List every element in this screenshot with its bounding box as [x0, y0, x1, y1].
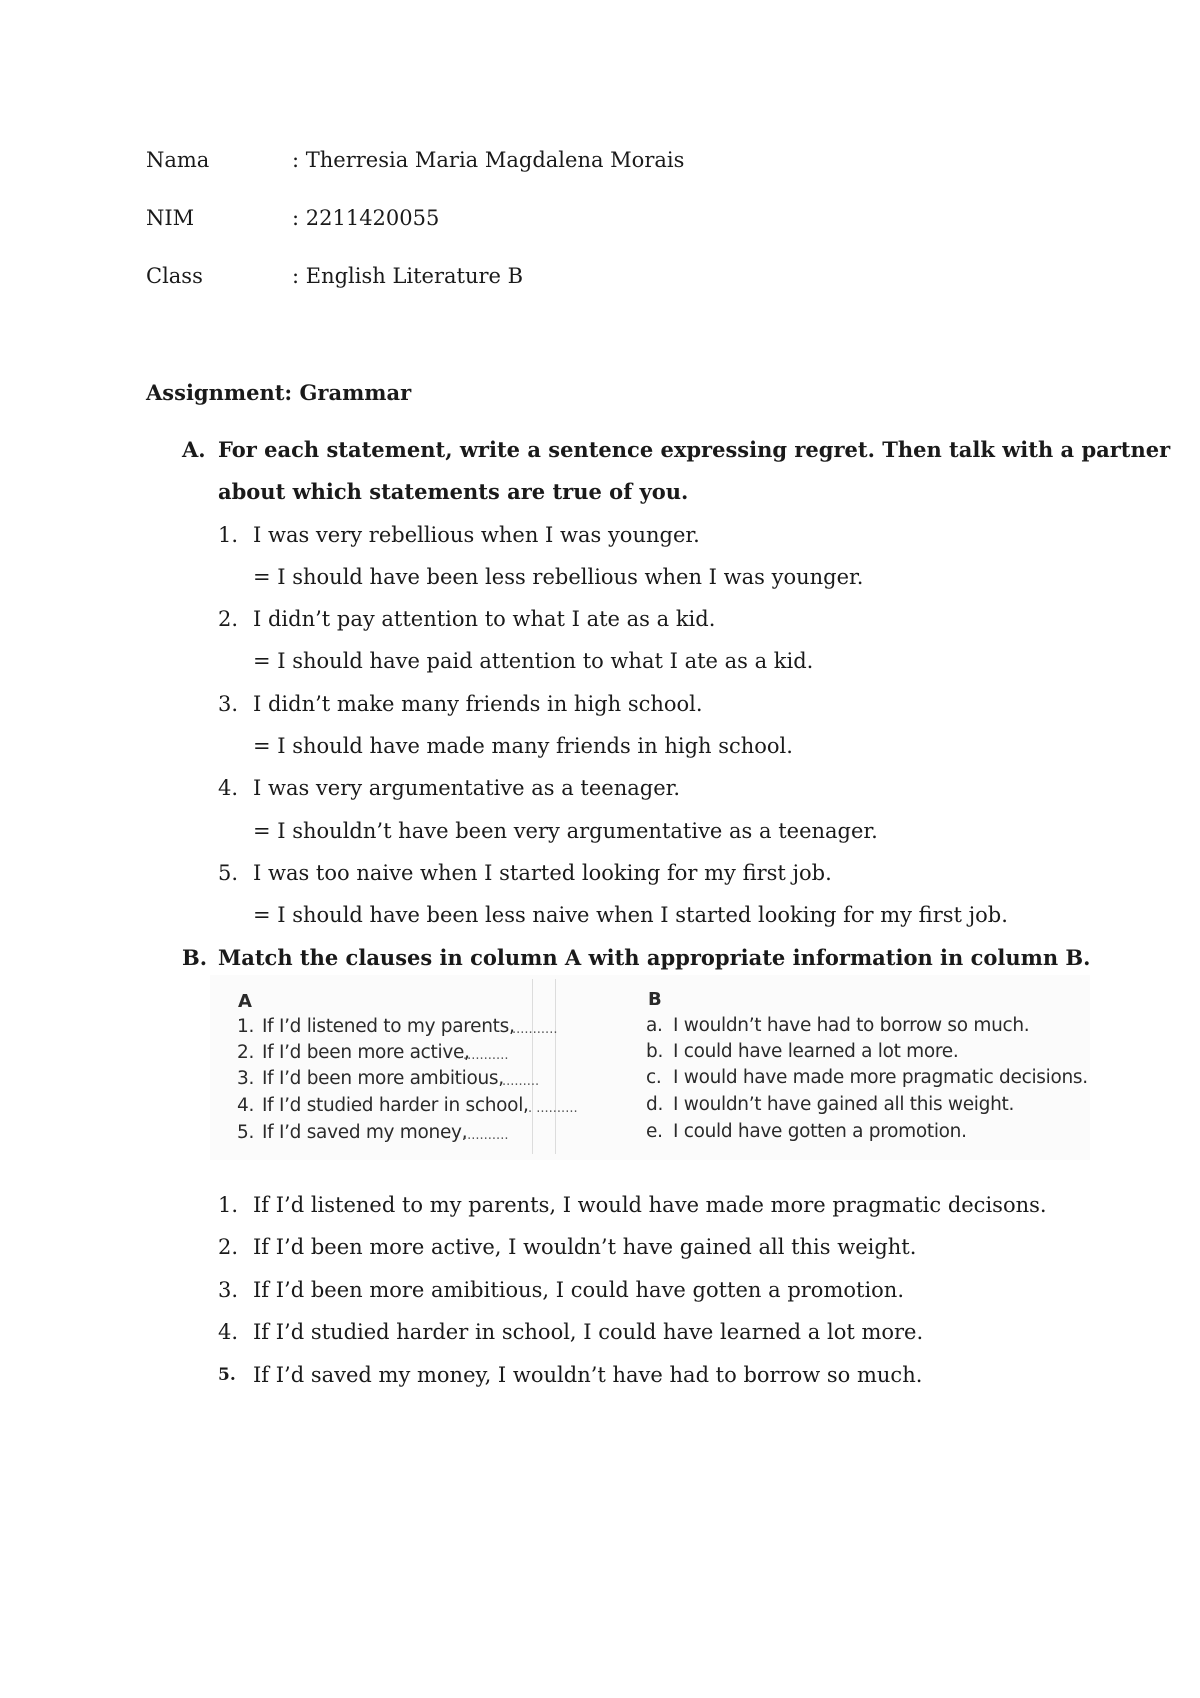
- col-a-item-number: 3.: [237, 1068, 255, 1089]
- item-2-statement: I didn’t pay attention to what I ate as a kid.: [253, 607, 716, 631]
- col-a-item: If I’d saved my money,: [262, 1122, 468, 1143]
- col-a-item: If I’d been more active,: [262, 1042, 470, 1063]
- col-b-item-letter: b.: [646, 1041, 664, 1062]
- section-b-instruction: Match the clauses in column A with appropriate information in column B.: [218, 945, 1091, 970]
- matching-table-image: [210, 975, 1090, 1160]
- answer-5-text: If I’d saved my money, I wouldn’t have had to borrow so much.: [253, 1363, 923, 1387]
- column-b-header: B: [648, 989, 662, 1010]
- col-a-item-number: 5.: [237, 1122, 255, 1143]
- answer-5-number: 5.: [218, 1365, 236, 1385]
- section-a-marker: A.: [182, 437, 206, 462]
- col-a-item-number: 1.: [237, 1016, 255, 1037]
- blank-dots: ...........: [463, 1128, 509, 1143]
- nim-value: : 2211420055: [292, 206, 440, 230]
- section-a-instruction-line2: about which statements are true of you.: [218, 479, 689, 504]
- item-1-answer: = I should have been less rebellious when I was younger.: [253, 565, 864, 589]
- blank-dots: . ..........: [528, 1101, 578, 1116]
- class-label: Class: [146, 264, 203, 288]
- class-value: : English Literature B: [292, 264, 524, 288]
- col-b-item: I could have learned a lot more.: [673, 1041, 959, 1062]
- col-a-item-number: 4.: [237, 1095, 255, 1116]
- item-2-number: 2.: [218, 607, 239, 631]
- item-5-statement: I was too naive when I started looking for my first job.: [253, 861, 832, 885]
- col-b-item: I wouldn’t have gained all this weight.: [673, 1094, 1015, 1115]
- nim-label: NIM: [146, 206, 195, 230]
- item-1-statement: I was very rebellious when I was younger.: [253, 523, 700, 547]
- col-b-item: I could have gotten a promotion.: [673, 1121, 967, 1142]
- col-a-item-number: 2.: [237, 1042, 255, 1063]
- item-3-number: 3.: [218, 692, 239, 716]
- item-5-answer: = I should have been less naive when I started looking for my first job.: [253, 903, 1008, 927]
- col-b-item-letter: e.: [646, 1121, 663, 1142]
- item-4-answer: = I shouldn’t have been very argumentative as a teenager.: [253, 819, 878, 843]
- col-b-item-letter: d.: [646, 1094, 664, 1115]
- answer-2-text: If I’d been more active, I wouldn’t have gained all this weight.: [253, 1235, 917, 1259]
- col-a-item: If I’d listened to my parents,: [262, 1016, 515, 1037]
- name-label: Nama: [146, 148, 210, 172]
- answer-3-text: If I’d been more amibitious, I could have gotten a promotion.: [253, 1278, 904, 1302]
- blank-dots: ...........: [512, 1022, 558, 1037]
- assignment-title: Assignment: Grammar: [146, 380, 412, 405]
- answer-1-number: 1.: [218, 1193, 239, 1217]
- item-5-number: 5.: [218, 861, 239, 885]
- item-3-statement: I didn’t make many friends in high school.: [253, 692, 703, 716]
- item-1-number: 1.: [218, 523, 239, 547]
- item-2-answer: = I should have paid attention to what I ate as a kid.: [253, 649, 814, 673]
- col-b-item: I wouldn’t have had to borrow so much.: [673, 1015, 1030, 1036]
- item-4-statement: I was very argumentative as a teenager.: [253, 776, 681, 800]
- answer-4-text: If I’d studied harder in school, I could have learned a lot more.: [253, 1320, 924, 1344]
- col-b-item: I would have made more pragmatic decisions.: [673, 1067, 1088, 1088]
- blank-dots: ...........: [463, 1048, 509, 1063]
- section-b-marker: B.: [182, 945, 208, 970]
- answer-4-number: 4.: [218, 1320, 239, 1344]
- col-b-item-letter: a.: [646, 1015, 663, 1036]
- col-b-item-letter: c.: [646, 1067, 662, 1088]
- answer-1-text: If I’d listened to my parents, I would have made more pragmatic decisons.: [253, 1193, 1047, 1217]
- section-a-instruction-line1: For each statement, write a sentence expressing regret. Then talk with a partner: [218, 437, 1171, 462]
- column-a-header: A: [238, 991, 252, 1012]
- col-a-item: If I’d studied harder in school,: [262, 1095, 529, 1116]
- item-4-number: 4.: [218, 776, 239, 800]
- answer-2-number: 2.: [218, 1235, 239, 1259]
- blank-dots: .........: [502, 1074, 540, 1089]
- col-a-item: If I’d been more ambitious,: [262, 1068, 504, 1089]
- name-value: : Therresia Maria Magdalena Morais: [292, 148, 685, 172]
- item-3-answer: = I should have made many friends in high school.: [253, 734, 793, 758]
- answer-3-number: 3.: [218, 1278, 239, 1302]
